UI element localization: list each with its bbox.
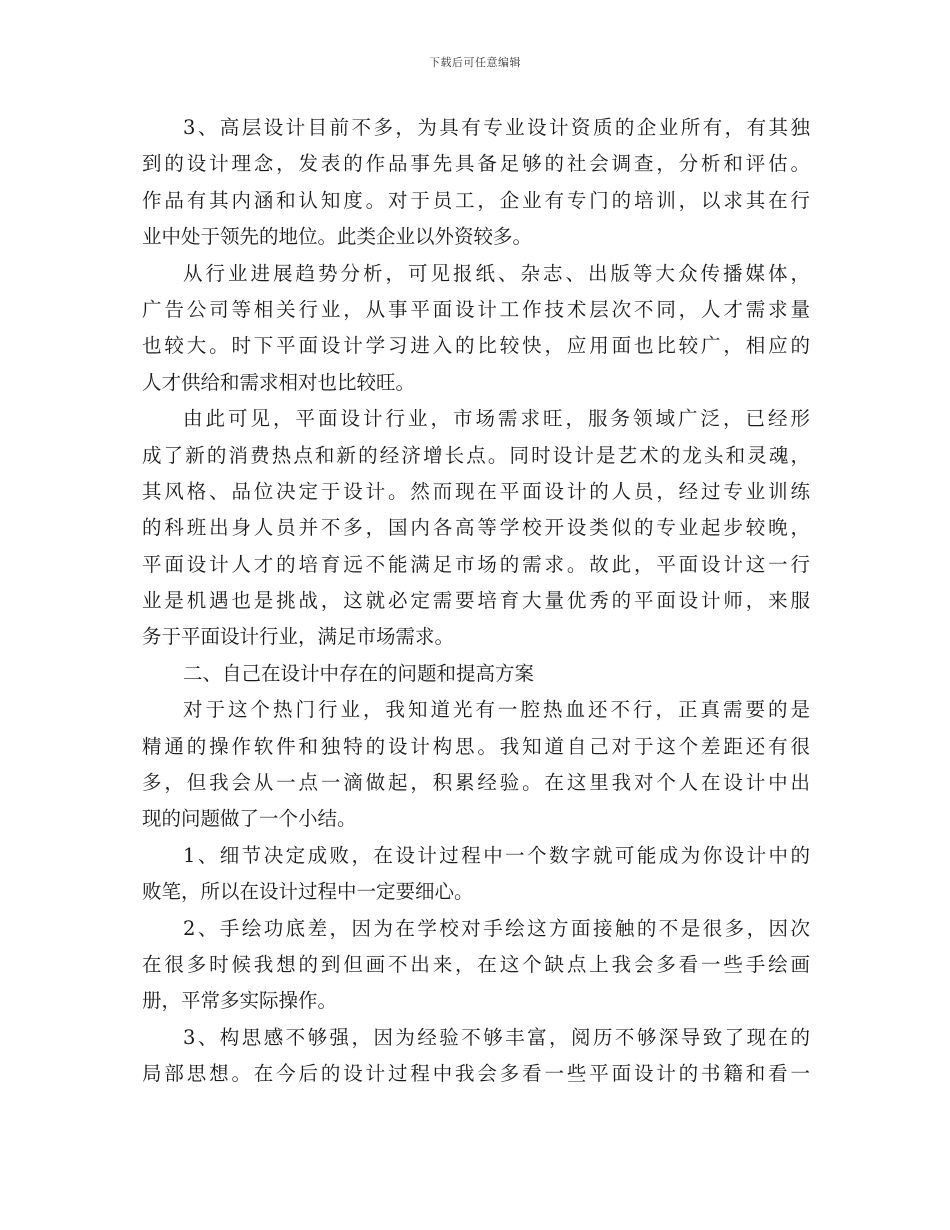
- text-line: 1、细节决定成败，在设计过程中一个数字就可能成为你设计中的: [183, 843, 810, 867]
- text-line: 广告公司等相关行业，从事平面设计工作技术层次不同，人才需求量: [142, 297, 810, 321]
- paragraph-8: [142, 1020, 810, 1093]
- text-line: 务于平面设计行业，满足市场需求。: [142, 625, 455, 649]
- text-line: 人才供给和需求相对也比较旺。: [142, 370, 416, 394]
- text-line: 业中处于领先的地位。此类企业以外资较多。: [142, 225, 533, 249]
- text-line: 的科班出身人员并不多，国内各高等学校开设类似的专业起步较晚，: [142, 516, 810, 540]
- paragraph-1: [142, 110, 810, 256]
- text-line: 平面设计人才的培育远不能满足市场的需求。故此，平面设计这一行: [142, 552, 810, 576]
- text-line: 其风格、品位决定于设计。然而现在平面设计的人员，经过专业训练: [142, 479, 810, 503]
- text-line: 也较大。时下平面设计学习进入的比较快，应用面也比较广，相应的: [142, 334, 810, 358]
- text-line: 3、构思感不够强，因为经验不够丰富，阅历不够深导致了现在的: [183, 1025, 810, 1049]
- text-line: 册，平常多实际操作。: [142, 989, 338, 1013]
- text-line: 从行业进展趋势分析，可见报纸、杂志、出版等大众传播媒体，: [183, 261, 810, 285]
- paragraph-5: [142, 692, 810, 838]
- text-line: 成了新的消费热点和新的经济增长点。同时设计是艺术的龙头和灵魂，: [142, 443, 810, 467]
- text-line: 由此可见，平面设计行业，市场需求旺，服务领域广泛，已经形: [183, 407, 810, 431]
- text-line: 局部思想。在今后的设计过程中我会多看一些平面设计的书籍和看一: [142, 1062, 810, 1086]
- text-line: 3、高层设计目前不多，为具有专业设计资质的企业所有，有其独: [183, 116, 810, 139]
- paragraph-3: [142, 401, 810, 656]
- paragraph-2: [142, 256, 810, 402]
- section-heading-text: 二、自己在设计中存在的问题和提高方案: [183, 661, 535, 685]
- paragraph-7: [142, 911, 810, 1020]
- text-line: 在很多时候我想的到但画不出来，在这个缺点上我会多看一些手绘画: [142, 952, 810, 976]
- section-heading: [142, 656, 810, 692]
- text-line: 业是机遇也是挑战，这就必定需要培育大量优秀的平面设计师，来服: [142, 589, 810, 613]
- paragraph-6: [142, 838, 810, 911]
- document-body: [142, 110, 810, 1093]
- text-line: 精通的操作软件和独特的设计构思。我知道自己对于这个差距还有很: [142, 734, 810, 758]
- page-header: 下载后可任意编辑: [429, 56, 521, 69]
- text-line: 作品有其内涵和认知度。对于员工，企业有专门的培训，以求其在行: [142, 188, 810, 212]
- text-line: 败笔，所以在设计过程中一定要细心。: [142, 880, 474, 904]
- text-line: 2、手绘功底差，因为在学校对手绘这方面接触的不是很多，因次: [183, 916, 810, 940]
- text-line: 对于这个热门行业，我知道光有一腔热血还不行，正真需要的是: [183, 698, 810, 722]
- text-line: 现的问题做了一个小结。: [142, 807, 357, 831]
- text-line: 到的设计理念，发表的作品事先具备足够的社会调查，分析和评估。: [142, 152, 810, 176]
- text-line: 多，但我会从一点一滴做起，积累经验。在这里我对个人在设计中出: [142, 771, 810, 795]
